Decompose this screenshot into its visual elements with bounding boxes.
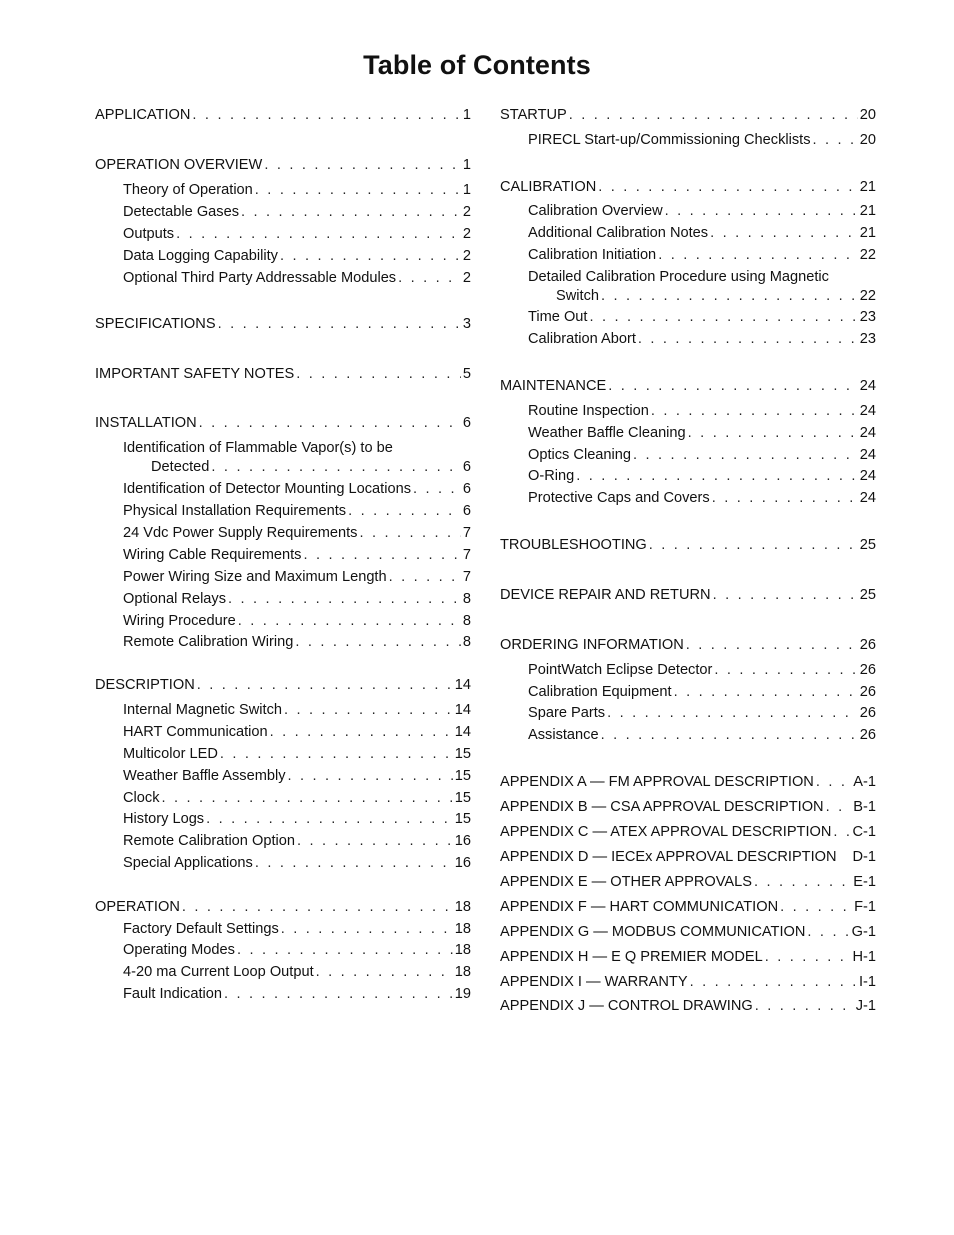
toc-entry-label: Fault Indication [123,986,222,1002]
dot-leader [238,611,461,631]
toc-subsection-entry[interactable] [95,788,471,808]
toc-page-number: 21 [859,225,876,241]
dot-leader [398,268,461,288]
dot-leader [228,589,461,609]
toc-subsection-entry[interactable] [95,632,471,652]
toc-entry-label: Internal Magnetic Switch [123,702,282,718]
toc-subsection-entry[interactable] [95,984,471,1004]
toc-entry-label: DESCRIPTION [95,677,195,693]
dot-leader [765,947,851,967]
toc-page-number: E-1 [853,874,876,890]
toc-entry-label: Factory Default Settings [123,921,279,937]
toc-entry-label: APPLICATION [95,107,191,123]
toc-subsection-entry[interactable] [95,246,471,266]
toc-entry-label: 24 Vdc Power Supply Requirements [123,525,358,541]
dot-leader [658,245,858,265]
toc-page-number: D-1 [852,849,876,865]
dot-leader [607,703,858,723]
toc-entry-label: IMPORTANT SAFETY NOTES [95,366,295,382]
toc-entry-label: APPENDIX G — MODBUS COMMUNICATION [500,924,806,940]
toc-section-entry[interactable] [500,772,876,792]
toc-entry-label: CALIBRATION [500,179,597,195]
toc-subsection-entry[interactable] [500,725,876,745]
toc-page-number: 26 [859,662,876,678]
toc-page-number: 26 [859,684,876,700]
toc-entry-label: OPERATION [95,899,180,915]
toc-entry-label: Identification of Detector Mounting Locations [123,481,411,497]
toc-entry-label: MAINTENANCE [500,378,607,394]
toc-entry-label: APPENDIX E — OTHER APPROVALS [500,874,752,890]
toc-entry-label: Additional Calibration Notes [528,225,709,241]
toc-entry-label: Calibration Overview [528,203,663,219]
dot-leader [589,307,857,327]
toc-subsection-entry[interactable] [500,286,876,306]
toc-page-number: 22 [859,247,876,263]
toc-page-number: F-1 [854,899,876,915]
toc-subsection-entry[interactable] [95,589,471,609]
toc-entry-label: HART Communication [123,724,268,740]
toc-section-entry[interactable] [500,177,876,197]
toc-page-number: 26 [859,705,876,721]
toc-entry-label: Weather Baffle Cleaning [528,425,686,441]
toc-subsection-entry[interactable] [500,682,876,702]
toc-section-entry[interactable] [500,872,876,892]
dot-leader [303,545,460,565]
toc-entry-label: Clock [123,790,160,806]
toc-page-number: 16 [454,833,471,849]
toc-page-number: 6 [462,481,471,497]
dot-leader [389,567,461,587]
toc-page-number: 1 [462,157,471,173]
toc-section-entry[interactable] [500,972,876,992]
dot-leader [162,788,453,808]
toc-subsection-entry[interactable] [500,223,876,243]
dot-leader [710,223,858,243]
toc-subsection-entry[interactable] [500,488,876,508]
dot-leader [569,105,858,125]
dot-leader [598,177,858,197]
dot-leader [674,682,858,702]
dot-leader [224,984,453,1004]
toc-entry-label: INSTALLATION [95,415,197,431]
toc-entry-label: DEVICE REPAIR AND RETURN [500,587,711,603]
toc-entry-label: Physical Installation Requirements [123,503,347,519]
toc-page-number: 23 [859,331,876,347]
toc-subsection-entry[interactable] [500,466,876,486]
toc-subsection-entry[interactable] [95,501,471,521]
dot-leader [714,660,857,680]
toc-entry-label: 4-20 ma Current Loop Output [123,964,314,980]
toc-page-number: 6 [462,503,471,519]
dot-leader [206,809,453,829]
toc-page-number: H-1 [852,949,876,965]
toc-entry-label: Optics Cleaning [528,447,632,463]
toc-entry-label: Switch [556,288,599,304]
dot-leader [608,376,858,396]
toc-subsection-entry[interactable] [95,831,471,851]
toc-entry-label: APPENDIX B — CSA APPROVAL DESCRIPTION [500,799,824,815]
page-title: Table of Contents [363,50,591,80]
toc-entry-label: Remote Calibration Option [123,833,295,849]
toc-entry-label: APPENDIX D — IECEx APPROVAL DESCRIPTION [500,849,837,865]
dot-leader [755,996,854,1016]
toc-page-number: 8 [462,591,471,607]
toc-page-number: 24 [859,447,876,463]
toc-subsection-entry[interactable] [95,940,471,960]
toc-subsection-entry[interactable] [95,545,471,565]
dot-leader [270,722,453,742]
toc-page-number: 6 [462,415,471,431]
dot-leader [220,744,453,764]
dot-leader [264,155,461,175]
toc-page-number: 15 [454,790,471,806]
toc-entry-label: APPENDIX I — WARRANTY [500,974,688,990]
toc-page-number: 24 [859,403,876,419]
dot-leader [359,523,460,543]
toc-page-number: 24 [859,378,876,394]
dot-leader [712,488,858,508]
dot-leader [665,201,858,221]
toc-subsection-entry[interactable] [95,919,471,939]
toc-entry-label: Routine Inspection [528,403,649,419]
toc-entry-label: STARTUP [500,107,567,123]
toc-section-entry[interactable] [500,105,876,125]
toc-page-number: 21 [859,179,876,195]
toc-page-number: 7 [462,525,471,541]
dot-leader [816,772,851,792]
toc-entry-label: Power Wiring Size and Maximum Length [123,569,387,585]
toc-page-number: 15 [454,746,471,762]
toc-entry-label: Data Logging Capability [123,248,278,264]
toc-entry-label: Time Out [528,309,588,325]
dot-leader [199,413,461,433]
toc-subsection-entry[interactable] [500,445,876,465]
dot-leader [576,466,858,486]
toc-entry-label: SPECIFICATIONS [95,316,216,332]
toc-entry-label: TROUBLESHOOTING [500,537,647,553]
toc-entry-label: Theory of Operation [123,182,253,198]
toc-page-number: 1 [462,107,471,123]
dot-leader [348,501,461,521]
dot-leader [281,919,453,939]
toc-section-entry[interactable] [500,947,876,967]
toc-page-number: 6 [462,459,471,475]
toc-subsection-entry[interactable] [95,268,471,288]
toc-page-number: 2 [462,248,471,264]
toc-entry-label: APPENDIX C — ATEX APPROVAL DESCRIPTION [500,824,832,840]
toc-entry-label: History Logs [123,811,205,827]
toc-section-entry[interactable] [95,413,471,433]
toc-subsection-entry[interactable] [95,962,471,982]
toc-entry-label: APPENDIX F — HART COMMUNICATION [500,899,779,915]
toc-entry-label: OPERATION OVERVIEW [95,157,263,173]
toc-page-number: 18 [454,964,471,980]
toc-page-number: 15 [454,811,471,827]
dot-leader [280,246,461,266]
toc-section-entry[interactable] [500,585,876,605]
dot-leader [288,766,453,786]
toc-section-entry[interactable] [500,822,876,842]
toc-entry-label: Special Applications [123,855,253,871]
dot-leader [284,700,453,720]
dot-leader [754,872,851,892]
toc-subsection-entry[interactable] [95,853,471,873]
toc-entry-label: Calibration Equipment [528,684,672,700]
dot-leader [807,922,849,942]
toc-section-entry[interactable] [500,535,876,555]
dot-leader [633,445,858,465]
dot-leader [638,329,858,349]
toc-subsection-entry[interactable] [500,201,876,221]
toc-page-number: 1 [462,182,471,198]
toc-page-number: 20 [859,132,876,148]
dot-leader [601,286,858,306]
toc-entry-label: APPENDIX H — E Q PREMIER MODEL [500,949,763,965]
toc-entry-label: Calibration Initiation [528,247,657,263]
toc-page-number: 7 [462,569,471,585]
toc-entry-label: APPENDIX A — FM APPROVAL DESCRIPTION [500,774,814,790]
dot-leader [176,224,461,244]
toc-section-entry[interactable] [95,675,471,695]
dot-leader [192,105,460,125]
dot-leader [780,897,852,917]
toc-page-number: 22 [859,288,876,304]
toc-page-number: 3 [462,316,471,332]
toc-entry-label: PointWatch Eclipse Detector [528,662,713,678]
toc-section-entry[interactable] [500,376,876,396]
toc-section-entry[interactable] [95,155,471,175]
toc-page-number: A-1 [853,774,876,790]
toc-subsection-entry[interactable] [95,479,471,499]
toc-subsection-entry[interactable] [95,567,471,587]
toc-subsection-entry[interactable] [95,766,471,786]
toc-entry-label: O-Ring [528,468,575,484]
toc-section-entry[interactable] [95,314,471,334]
dot-leader [218,314,461,334]
toc-page-number: 14 [454,702,471,718]
toc-section-entry[interactable] [500,635,876,655]
dot-leader [211,457,460,477]
toc-page-number: 23 [859,309,876,325]
toc-section-entry[interactable] [95,105,471,125]
toc-subsection-entry[interactable] [500,423,876,443]
toc-page-number: 18 [454,899,471,915]
dot-leader [649,535,858,555]
toc-page-number: 24 [859,425,876,441]
toc-page-number: 8 [462,613,471,629]
toc-page-number: 20 [859,107,876,123]
dot-leader [237,940,453,960]
toc-page-number: I-1 [858,974,876,990]
toc-entry-label: Protective Caps and Covers [528,490,710,506]
toc-entry-label: Spare Parts [528,705,606,721]
toc-subsection-entry[interactable] [95,224,471,244]
toc-subsection-entry[interactable] [500,307,876,327]
toc-subsection-entry[interactable] [95,611,471,631]
toc-entry-label: Wiring Procedure [123,613,236,629]
dot-leader [255,853,453,873]
dot-leader [197,675,453,695]
dot-leader [241,202,461,222]
toc-page-number: G-1 [851,924,876,940]
dot-leader [690,972,857,992]
dot-leader [601,725,858,745]
dot-leader [651,401,858,421]
toc-entry-label: Assistance [528,727,599,743]
toc-subsection-entry[interactable] [95,180,471,200]
toc-entry-label: Optional Third Party Addressable Modules [123,270,397,286]
toc-page-number: 25 [859,537,876,553]
toc-section-entry[interactable] [95,364,471,384]
toc-page-number: 14 [454,724,471,740]
toc-subsection-entry[interactable] [95,457,471,477]
dot-leader [826,797,852,817]
dot-leader [296,364,461,384]
toc-section-entry[interactable] [500,797,876,817]
toc-subsection-entry[interactable] [500,401,876,421]
dot-leader [316,962,453,982]
toc-page-number: 16 [454,855,471,871]
toc-entry-label: Calibration Abort [528,331,636,347]
toc-page-number: 19 [454,986,471,1002]
dot-leader [686,635,858,655]
dot-leader [833,822,850,842]
toc-subsection-entry[interactable] [500,130,876,150]
toc-page-number: 26 [859,637,876,653]
toc-subsection-entry[interactable] [95,202,471,222]
toc-page-number: 8 [462,634,471,650]
toc-entry-label: Detected [151,459,210,475]
toc-section-entry[interactable] [500,847,876,867]
toc-entry-label: PIRECL Start-up/Commissioning Checklists [528,132,811,148]
toc-page-number: 25 [859,587,876,603]
toc-entry-label: Detectable Gases [123,204,240,220]
toc-page-number: 2 [462,204,471,220]
toc-subsection-entry[interactable] [95,744,471,764]
toc-entry-label: Optional Relays [123,591,227,607]
toc-page-number: 26 [859,727,876,743]
toc-page-number: 2 [462,226,471,242]
toc-entry-label: Weather Baffle Assembly [123,768,286,784]
toc-page-number: 18 [454,921,471,937]
dot-leader [713,585,858,605]
toc-subsection-entry[interactable] [500,267,876,287]
toc-entry-label: Identification of Flammable Vapor(s) to be [123,440,393,456]
toc-subsection-entry[interactable] [95,722,471,742]
toc-entry-label: Wiring Cable Requirements [123,547,302,563]
dot-leader [413,479,461,499]
toc-entry-label: Multicolor LED [123,746,218,762]
toc-subsection-entry[interactable] [95,523,471,543]
toc-page-number: B-1 [853,799,876,815]
dot-leader [295,632,461,652]
toc-page-number: J-1 [855,998,876,1014]
toc-section-entry[interactable] [500,922,876,942]
toc-page-number: 21 [859,203,876,219]
toc-subsection-entry[interactable] [500,703,876,723]
toc-page-number: 24 [859,490,876,506]
toc-entry-label: Remote Calibration Wiring [123,634,294,650]
dot-leader [688,423,858,443]
toc-subsection-entry[interactable] [500,660,876,680]
toc-page-number: 15 [454,768,471,784]
toc-page-number: 14 [454,677,471,693]
dot-leader [255,180,461,200]
toc-entry-label: Outputs [123,226,175,242]
toc-subsection-entry[interactable] [500,245,876,265]
toc-subsection-entry[interactable] [95,809,471,829]
toc-entry-label: Operating Modes [123,942,235,958]
toc-subsection-entry[interactable] [95,438,471,458]
toc-page-number: 18 [454,942,471,958]
toc-entry-label: APPENDIX J — CONTROL DRAWING [500,998,753,1014]
dot-leader [182,897,453,917]
toc-entry-label: ORDERING INFORMATION [500,637,684,653]
dot-leader [813,130,858,150]
toc-page-number: 2 [462,270,471,286]
toc-page-number: 5 [462,366,471,382]
toc-section-entry[interactable] [95,897,471,917]
dot-leader [297,831,453,851]
toc-page-number: C-1 [852,824,876,840]
toc-section-entry[interactable] [500,996,876,1016]
toc-entry-label: Detailed Calibration Procedure using Magnetic [528,269,829,285]
toc-page-number: 7 [462,547,471,563]
toc-page-number: 24 [859,468,876,484]
toc-subsection-entry[interactable] [95,700,471,720]
toc-section-entry[interactable] [500,897,876,917]
toc-subsection-entry[interactable] [500,329,876,349]
